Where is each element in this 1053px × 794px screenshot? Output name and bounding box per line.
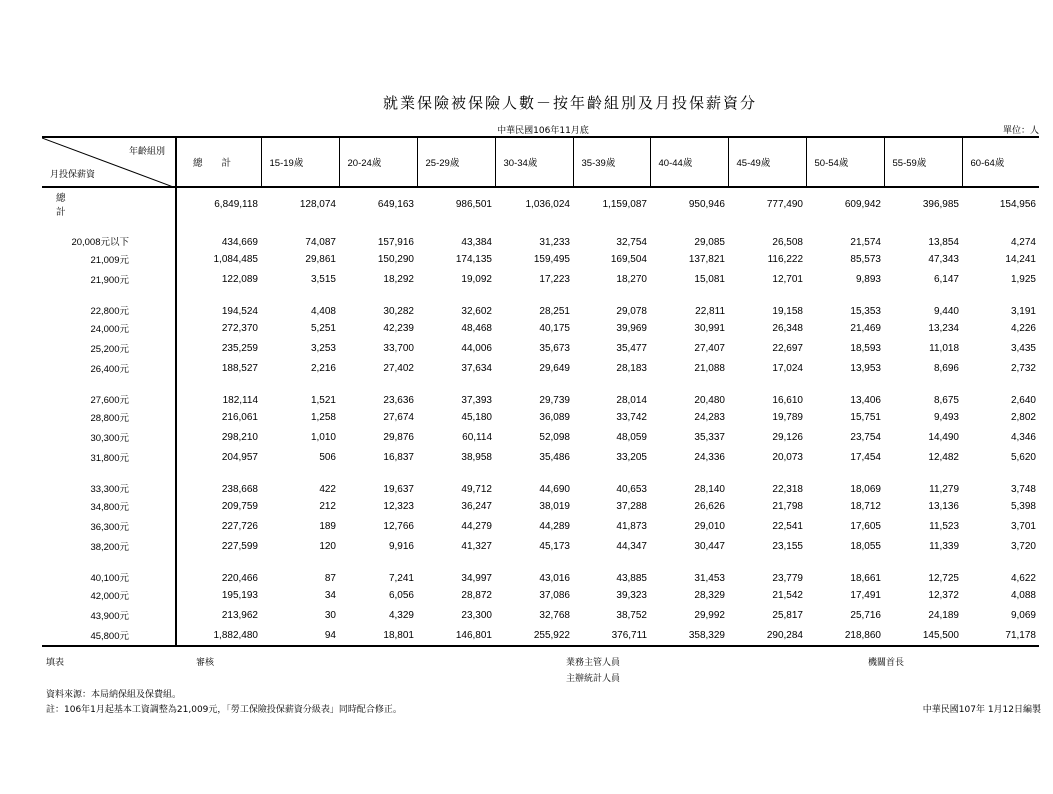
table-cell: 1,036,024	[525, 198, 570, 210]
table-cell: 43,016	[539, 573, 570, 584]
age-column-header: 35-39歲	[573, 137, 650, 187]
table-cell: 48,468	[461, 322, 492, 334]
corner-header	[42, 137, 176, 187]
table-cell: 13,136	[928, 500, 959, 512]
table-cell: 649,163	[377, 198, 414, 210]
table-cell: 28,183	[616, 362, 647, 374]
table-cell: 27,402	[383, 362, 414, 374]
table-cell: 6,056	[388, 589, 414, 601]
row-label: 38,200元	[90, 542, 129, 553]
table-cell: 37,393	[461, 395, 492, 406]
row-label: 33,300元	[90, 484, 129, 495]
table-cell: 29,078	[616, 306, 647, 317]
table-cell: 1,882,480	[176, 625, 261, 646]
table-row	[42, 447, 1039, 467]
table-cell: 145,500	[884, 625, 962, 646]
table-row	[42, 496, 1039, 516]
age-column-header: 30-34歲	[495, 137, 573, 187]
table-cell: 227,726	[176, 516, 261, 536]
table-cell: 216,061	[176, 407, 261, 427]
table-cell: 60,114	[462, 431, 492, 443]
table-cell: 16,610	[772, 395, 803, 406]
table-cell: 20,480	[694, 395, 725, 406]
sign-statistician: 主辦統計人員	[566, 674, 621, 684]
table-cell: 14,241	[1005, 253, 1036, 265]
table-cell: 4,346	[1010, 431, 1036, 443]
table-row	[42, 625, 1039, 646]
table-cell: 189	[319, 520, 336, 532]
table-cell: 298,210	[176, 427, 261, 447]
table-cell: 2,640	[1010, 395, 1036, 406]
table-cell: 1,010	[310, 431, 336, 443]
page-title: 就業保險被保險人數－按年齡組別及月投保薪資分	[382, 94, 757, 112]
table-cell: 18,292	[383, 273, 414, 285]
table-cell: 154,956	[999, 198, 1036, 210]
age-column-header: 55-59歲	[884, 137, 962, 187]
table-cell: 2,732	[1010, 362, 1036, 374]
table-cell: 23,636	[383, 395, 414, 406]
table-cell: 3,720	[1010, 540, 1036, 552]
table-cell: 36,089	[539, 411, 570, 423]
table-cell: 28,014	[616, 395, 647, 406]
table-cell: 29,861	[305, 253, 336, 265]
table-cell: 358,329	[650, 625, 728, 646]
table-cell: 182,114	[176, 378, 261, 407]
table-cell: 11,279	[929, 484, 959, 495]
table-cell: 21,542	[772, 589, 803, 601]
data-source-note: 資料來源：本局納保組及保費組。	[46, 690, 182, 700]
table-cell: 30	[324, 609, 336, 621]
table-cell: 150,290	[377, 253, 414, 265]
table-cell: 1,258	[310, 411, 336, 423]
table-cell: 2,802	[1010, 411, 1036, 423]
table-cell: 506	[319, 451, 336, 463]
age-column-header: 50-54歲	[806, 137, 884, 187]
row-label: 34,800元	[90, 502, 129, 513]
table-row	[42, 585, 1039, 605]
table-cell: 21,088	[694, 362, 725, 374]
table-cell: 11,339	[929, 540, 959, 552]
age-column-header: 20-24歲	[339, 137, 417, 187]
table-cell: 15,081	[694, 273, 725, 285]
table-cell: 35,486	[539, 451, 570, 463]
table-cell: 29,649	[539, 362, 570, 374]
table-cell: 4,226	[1010, 322, 1036, 334]
table-cell: 48,059	[616, 431, 647, 443]
table-cell: 29,992	[694, 609, 725, 621]
table-cell: 3,191	[1010, 306, 1036, 317]
table-cell: 1,521	[310, 395, 336, 406]
table-cell: 27,674	[383, 411, 414, 423]
table-cell: 3,435	[1010, 342, 1036, 354]
table-cell: 6,147	[933, 273, 959, 285]
sign-filler: 填表	[46, 658, 65, 668]
table-row	[42, 536, 1039, 556]
table-cell: 28,140	[694, 484, 725, 495]
table-row	[42, 378, 1039, 407]
table-cell: 13,406	[850, 395, 881, 406]
table-cell: 2,216	[310, 362, 336, 374]
row-label: 43,900元	[90, 611, 129, 622]
row-label: 27,600元	[90, 395, 129, 406]
table-cell: 44,690	[539, 484, 570, 495]
table-cell: 212	[319, 500, 336, 512]
table-cell: 32,754	[616, 237, 647, 248]
age-column-header: 60-64歲	[962, 137, 1039, 187]
sign-reviewer: 審核	[196, 658, 215, 668]
table-row	[42, 318, 1039, 338]
row-label: 25,200元	[90, 344, 129, 355]
table-row	[42, 556, 1039, 585]
table-cell: 13,854	[928, 237, 959, 248]
table-row	[42, 338, 1039, 358]
table-cell: 137,821	[688, 253, 725, 265]
table-cell: 238,668	[176, 467, 261, 496]
table-cell: 23,300	[461, 609, 492, 621]
table-cell: 255,922	[495, 625, 573, 646]
table-cell: 24,189	[928, 609, 959, 621]
table-cell: 376,711	[573, 625, 650, 646]
row-label: 42,000元	[90, 591, 129, 602]
table-cell: 4,329	[388, 609, 414, 621]
table-cell: 38,752	[616, 609, 647, 621]
table-cell: 434,669	[176, 220, 261, 249]
table-cell: 609,942	[844, 198, 881, 210]
table-cell: 34	[324, 589, 336, 601]
row-label: 22,800元	[90, 306, 129, 317]
table-cell: 16,837	[383, 451, 414, 463]
table-cell: 26,348	[772, 322, 803, 334]
table-cell: 71,178	[962, 625, 1039, 646]
table-cell: 17,024	[772, 362, 803, 374]
table-row	[42, 358, 1039, 378]
table-cell: 422	[319, 484, 336, 495]
table-cell: 23,754	[850, 431, 881, 443]
table-cell: 17,605	[850, 520, 881, 532]
table-cell: 7,241	[388, 573, 414, 584]
table-cell: 1,925	[1010, 273, 1036, 285]
table-cell: 9,069	[1010, 609, 1036, 621]
table-cell: 41,327	[461, 540, 492, 552]
table-cell: 5,398	[1010, 500, 1036, 512]
table-cell: 52,098	[539, 431, 570, 443]
table-row	[42, 427, 1039, 447]
table-cell: 33,700	[383, 342, 414, 354]
table-cell: 3,253	[310, 342, 336, 354]
grand-total-row	[42, 187, 1039, 220]
table-cell: 25,817	[772, 609, 803, 621]
table-cell: 37,288	[616, 500, 647, 512]
table-row	[42, 407, 1039, 427]
table-cell: 33,742	[616, 411, 647, 423]
sign-business-supervisor: 業務主管人員	[566, 658, 621, 668]
corner-top-label: 年齡組別	[128, 146, 165, 156]
table-cell: 39,323	[616, 589, 647, 601]
table-cell: 18,661	[850, 573, 881, 584]
table-row	[42, 220, 1039, 249]
table-cell: 21,469	[850, 322, 881, 334]
statistics-table-wrapper	[42, 136, 1039, 647]
table-cell: 18,801	[339, 625, 417, 646]
age-column-header: 45-49歲	[728, 137, 806, 187]
table-cell: 9,440	[933, 306, 959, 317]
table-cell: 169,504	[610, 253, 647, 265]
header-row	[42, 137, 1039, 187]
table-cell: 17,491	[850, 589, 881, 601]
table-cell: 21,574	[850, 237, 881, 248]
table-cell: 122,089	[176, 269, 261, 289]
table-cell: 41,873	[616, 520, 647, 532]
table-cell: 128,074	[299, 198, 336, 210]
table-cell: 146,801	[417, 625, 495, 646]
table-cell: 31,233	[539, 237, 570, 248]
table-cell: 38,019	[539, 500, 570, 512]
table-cell: 15,353	[850, 306, 881, 317]
table-cell: 777,490	[766, 198, 803, 210]
table-cell: 17,454	[850, 451, 881, 463]
table-cell: 43,885	[616, 573, 647, 584]
row-label: 28,800元	[90, 413, 129, 424]
table-cell: 19,092	[461, 273, 492, 285]
table-cell: 32,768	[539, 609, 570, 621]
table-cell: 12,482	[928, 451, 959, 463]
table-cell: 29,085	[694, 237, 725, 248]
table-cell: 12,323	[383, 500, 414, 512]
table-cell: 188,527	[176, 358, 261, 378]
table-row	[42, 249, 1039, 269]
table-cell: 40,175	[539, 322, 570, 334]
table-cell: 22,697	[772, 342, 803, 354]
table-cell: 22,318	[772, 484, 803, 495]
table-cell: 120	[319, 540, 336, 552]
table-cell: 22,541	[772, 520, 803, 532]
table-row	[42, 269, 1039, 289]
table-cell: 44,279	[461, 520, 492, 532]
table-cell: 49,712	[461, 484, 492, 495]
table-cell: 19,789	[772, 411, 803, 423]
table-cell: 4,622	[1010, 573, 1036, 584]
table-cell: 45,180	[461, 411, 492, 423]
table-cell: 21,798	[772, 500, 803, 512]
table-cell: 23,155	[772, 540, 803, 552]
table-cell: 12,766	[383, 520, 414, 532]
table-cell: 290,284	[728, 625, 806, 646]
table-cell: 4,088	[1010, 589, 1036, 601]
table-cell: 19,637	[383, 484, 414, 495]
table-cell: 116,222	[767, 253, 803, 265]
unit-label: 單位：人	[1002, 126, 1039, 136]
table-cell: 43,384	[461, 237, 492, 248]
table-cell: 40,653	[616, 484, 647, 495]
table-cell: 28,251	[539, 306, 570, 317]
table-cell: 42,239	[383, 322, 414, 334]
table-cell: 157,916	[377, 237, 414, 248]
table-cell: 45,173	[539, 540, 570, 552]
table-cell: 29,126	[772, 431, 803, 443]
table-cell: 35,477	[616, 342, 647, 354]
table-cell: 986,501	[455, 198, 492, 210]
row-label: 36,300元	[90, 522, 129, 533]
table-cell: 3,701	[1010, 520, 1036, 532]
table-cell: 194,524	[176, 289, 261, 318]
corner-bottom-label: 月投保薪資	[50, 169, 96, 179]
table-cell: 272,370	[176, 318, 261, 338]
table-cell: 87	[324, 573, 336, 584]
table-cell: 37,086	[539, 589, 570, 601]
table-cell: 235,259	[176, 338, 261, 358]
table-cell: 1,084,485	[176, 249, 261, 269]
age-column-header: 40-44歲	[650, 137, 728, 187]
table-cell: 24,336	[694, 451, 725, 463]
table-cell: 3,748	[1010, 484, 1036, 495]
table-cell: 32,602	[461, 306, 492, 317]
table-cell: 218,860	[806, 625, 884, 646]
table-cell: 35,673	[539, 342, 570, 354]
table-cell: 26,626	[694, 500, 725, 512]
table-cell: 159,495	[533, 253, 570, 265]
table-cell: 9,916	[388, 540, 414, 552]
table-cell: 30,991	[694, 322, 725, 334]
footnote: 註：106年1月起基本工資調整為21,009元，「勞工保險投保薪資分級表」同時配合修正。	[46, 705, 402, 715]
table-cell: 13,953	[850, 362, 881, 374]
statistics-table	[42, 136, 1039, 647]
table-cell: 85,573	[850, 253, 881, 265]
table-cell: 39,969	[616, 322, 647, 334]
table-row	[42, 467, 1039, 496]
row-label: 總計	[56, 193, 116, 218]
table-cell: 5,251	[310, 322, 336, 334]
table-cell: 24,283	[694, 411, 725, 423]
table-cell: 11,018	[929, 342, 959, 354]
table-cell: 213,962	[176, 605, 261, 625]
row-label: 20,008元以下	[71, 237, 129, 248]
table-cell: 74,087	[305, 237, 336, 248]
table-cell: 195,193	[176, 585, 261, 605]
table-cell: 22,811	[695, 306, 725, 317]
table-cell: 37,634	[461, 362, 492, 374]
date-line: 中華民國106年11月底	[497, 126, 589, 136]
table-cell: 13,234	[928, 322, 959, 334]
table-cell: 8,696	[933, 362, 959, 374]
table-cell: 38,958	[461, 451, 492, 463]
table-cell: 33,205	[616, 451, 647, 463]
row-label: 21,900元	[90, 275, 129, 286]
sign-agency-head: 機關首長	[868, 658, 905, 668]
table-cell: 29,010	[694, 520, 725, 532]
compiled-date: 中華民國107年 1月12日編製	[922, 705, 1041, 715]
table-cell: 174,135	[455, 253, 492, 265]
table-cell: 47,343	[928, 253, 959, 265]
table-cell: 9,893	[855, 273, 881, 285]
table-cell: 12,725	[928, 573, 959, 584]
table-cell: 36,247	[461, 500, 492, 512]
table-cell: 20,073	[772, 451, 803, 463]
table-cell: 5,620	[1010, 451, 1036, 463]
table-cell: 30,447	[694, 540, 725, 552]
table-cell: 28,329	[694, 589, 725, 601]
table-cell: 12,372	[928, 589, 959, 601]
table-cell: 4,408	[310, 306, 336, 317]
table-cell: 950,946	[688, 198, 725, 210]
table-cell: 4,274	[1010, 237, 1036, 248]
table-cell: 28,872	[461, 589, 492, 601]
table-cell: 34,997	[461, 573, 492, 584]
total-column-header: 總 計	[176, 137, 261, 187]
table-cell: 12,701	[772, 273, 803, 285]
row-label: 40,100元	[90, 573, 129, 584]
table-body	[42, 187, 1039, 646]
table-cell: 19,158	[772, 306, 803, 317]
table-row	[42, 516, 1039, 536]
table-cell: 1,159,087	[602, 198, 647, 210]
table-cell: 227,599	[176, 536, 261, 556]
table-cell: 8,675	[933, 395, 959, 406]
table-cell: 29,876	[383, 431, 414, 443]
table-cell: 220,466	[176, 556, 261, 585]
table-cell: 15,751	[850, 411, 881, 423]
table-cell: 396,985	[922, 198, 959, 210]
table-cell: 30,282	[383, 306, 414, 317]
row-label: 31,800元	[90, 453, 129, 464]
table-cell: 26,508	[772, 237, 803, 248]
table-cell: 18,712	[850, 500, 881, 512]
table-cell: 23,779	[772, 573, 803, 584]
table-cell: 44,289	[539, 520, 570, 532]
table-row	[42, 605, 1039, 625]
table-cell: 17,223	[539, 273, 570, 285]
row-label: 45,800元	[42, 625, 176, 646]
age-column-header: 15-19歲	[261, 137, 339, 187]
table-cell: 25,716	[850, 609, 881, 621]
table-cell: 29,739	[539, 395, 570, 406]
table-cell: 94	[261, 625, 339, 646]
table-cell: 44,347	[616, 540, 647, 552]
table-cell: 31,453	[694, 573, 725, 584]
table-row	[42, 289, 1039, 318]
table-cell: 44,006	[461, 342, 492, 354]
row-label: 30,300元	[90, 433, 129, 444]
table-cell: 18,055	[850, 540, 881, 552]
row-label: 21,009元	[90, 255, 129, 266]
table-cell: 18,593	[850, 342, 881, 354]
table-cell: 3,515	[310, 273, 336, 285]
table-cell: 204,957	[176, 447, 261, 467]
table-cell: 209,759	[176, 496, 261, 516]
table-cell: 11,523	[929, 520, 959, 532]
row-label: 24,000元	[90, 324, 129, 335]
table-cell: 14,490	[928, 431, 959, 443]
table-cell: 18,069	[850, 484, 881, 495]
table-cell: 27,407	[694, 342, 725, 354]
row-label: 26,400元	[90, 364, 129, 375]
table-cell: 18,270	[616, 273, 647, 285]
table-cell: 6,849,118	[176, 187, 261, 220]
table-cell: 9,493	[933, 411, 959, 423]
table-cell: 35,337	[694, 431, 725, 443]
age-column-header: 25-29歲	[417, 137, 495, 187]
